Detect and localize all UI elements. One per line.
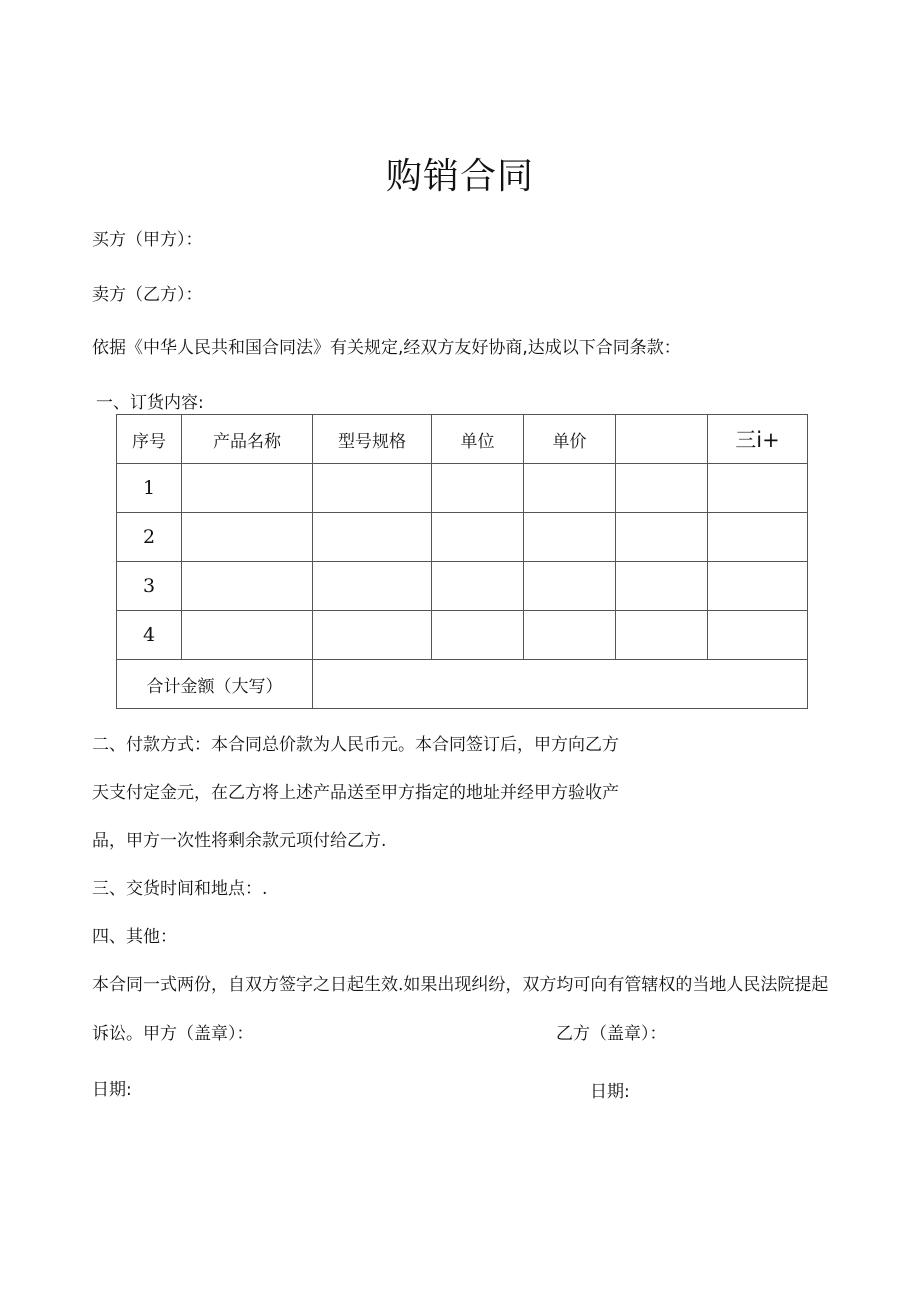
table-row (117, 464, 808, 513)
header-cell-unit: 单位 (432, 415, 524, 464)
header-cell-index: 序号 (117, 415, 182, 464)
table-row (117, 562, 808, 611)
table-cell (182, 562, 313, 611)
table-cell (313, 611, 432, 660)
payment-line-1: 二、付款方式：本合同总价款为人民币元。本合同签订后，甲方向乙方 (92, 735, 619, 755)
table-cell (313, 464, 432, 513)
row-number: 1 (117, 464, 182, 513)
table-cell (616, 513, 708, 562)
document-title: 购销合同 (385, 156, 534, 197)
total-row (117, 660, 808, 709)
table-cell (524, 562, 616, 611)
payment-line-3: 品，甲方一次性将剩余款元项付给乙方. (92, 831, 387, 851)
table-cell (182, 464, 313, 513)
total-amount-label: 合计金额（大写） (117, 660, 313, 709)
header-cell-unit-price: 单价 (524, 415, 616, 464)
party-a-date: 日期: (92, 1080, 132, 1100)
table-cell (708, 611, 808, 660)
party-a-seal: 诉讼。甲方（盖章）： (92, 1024, 254, 1044)
table-row (117, 611, 808, 660)
table-cell (708, 464, 808, 513)
table-cell (708, 562, 808, 611)
header-cell-blank (616, 415, 708, 464)
table-cell (313, 562, 432, 611)
table-cell (616, 611, 708, 660)
seller-label: 卖方（乙方）： (92, 285, 203, 305)
table-cell (432, 464, 524, 513)
table-cell (524, 611, 616, 660)
header-cell-total: 三i+ (708, 415, 808, 464)
other-heading: 四、其他： (92, 927, 177, 947)
table-cell (432, 611, 524, 660)
table-cell (432, 562, 524, 611)
table-row (117, 513, 808, 562)
table-cell (182, 611, 313, 660)
row-number: 4 (117, 611, 182, 660)
table-cell (616, 562, 708, 611)
table-cell (432, 513, 524, 562)
party-b-date: 日期: (590, 1082, 630, 1102)
table-cell (313, 513, 432, 562)
table-cell (524, 464, 616, 513)
section1-heading: 一、订货内容: (96, 393, 204, 413)
table-cell (182, 513, 313, 562)
order-table (116, 414, 808, 709)
other-text: 本合同一式两份，自双方签字之日起生效.如果出现纠纷，双方均可向有管辖权的当地人民法院提起 (92, 975, 829, 995)
header-cell-model-spec: 型号规格 (313, 415, 432, 464)
row-number: 3 (117, 562, 182, 611)
intro-text: 依据《中华人民共和国合同法》有关规定,经双方友好协商,达成以下合同条款： (92, 338, 681, 358)
row-number: 2 (117, 513, 182, 562)
payment-line-2: 天支付定金元，在乙方将上述产品送至甲方指定的地址并经甲方验收产 (92, 783, 619, 803)
total-amount-value (313, 660, 808, 709)
table-header-row (117, 415, 808, 464)
table-cell (524, 513, 616, 562)
table-cell (616, 464, 708, 513)
table-cell (708, 513, 808, 562)
delivery-line: 三、交货时间和地点：. (92, 879, 268, 899)
header-cell-product-name: 产品名称 (182, 415, 313, 464)
party-b-seal: 乙方（盖章）： (556, 1024, 667, 1044)
buyer-label: 买方（甲方）： (92, 230, 203, 250)
